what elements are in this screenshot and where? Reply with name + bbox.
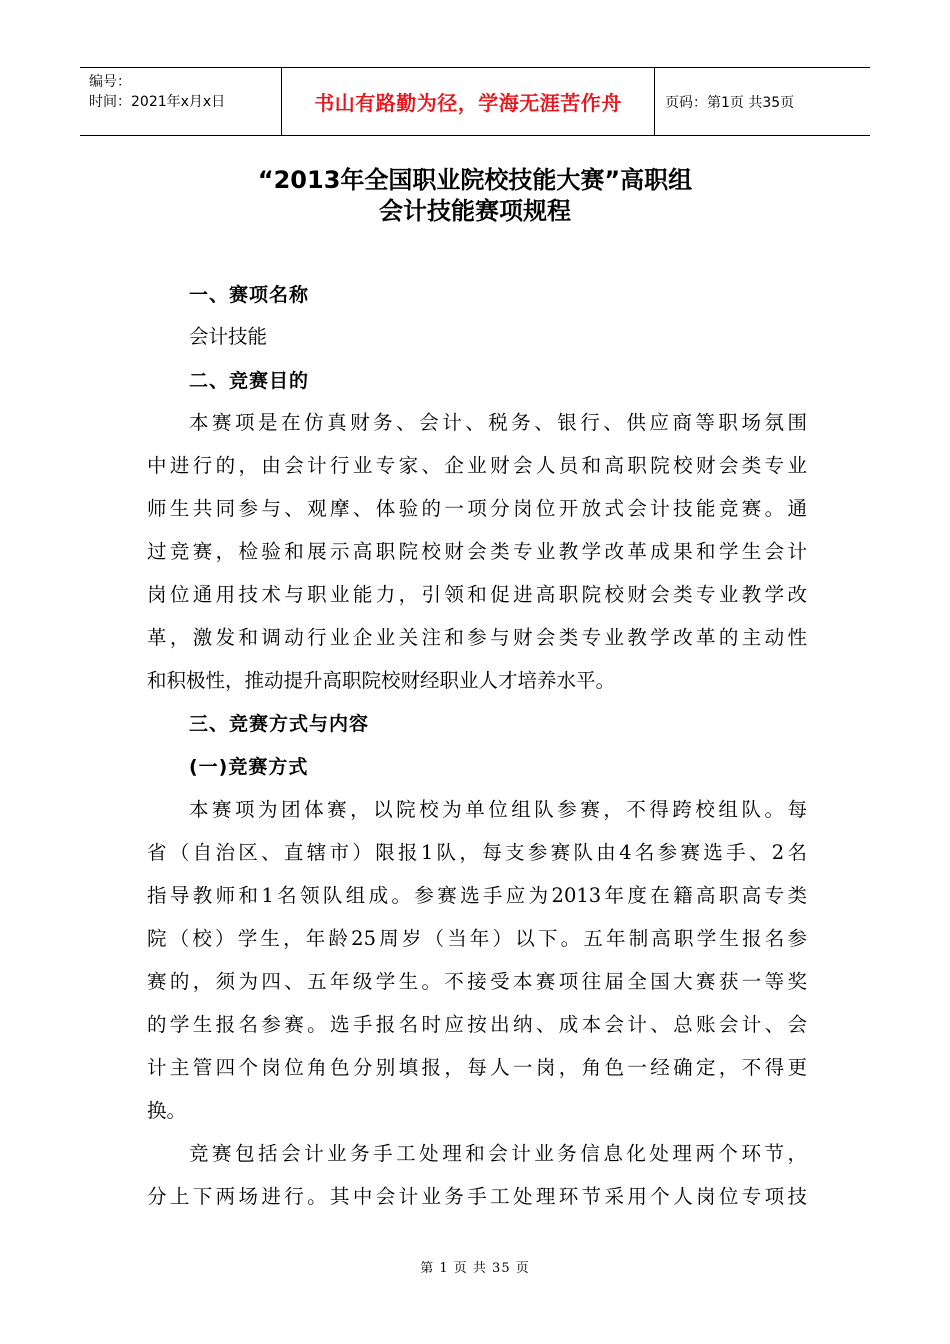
document-title-line1: “2013年全国职业院校技能大赛”高职组 <box>257 166 693 194</box>
page-footer: 第 1 页 共 35 页 <box>420 1261 530 1276</box>
paragraph-line: 指导教师和1名领队组成。参赛选手应为2013年度在籍高职高专类 <box>147 884 807 907</box>
paragraph-1: 会计技能 <box>189 325 268 348</box>
paragraph-line: 赛的，须为四、五年级学生。不接受本赛项往届全国大赛获一等奖 <box>147 970 807 993</box>
paragraph-line: 中进行的，由会计行业专家、企业财会人员和高职院校财会类专业 <box>147 454 807 477</box>
paragraph-line: 换。 <box>147 1099 187 1122</box>
paragraph-line: 本赛项为团体赛，以院校为单位组队参赛，不得跨校组队。每 <box>189 798 807 821</box>
time-label: 时间：2021年x月x日 <box>89 94 226 110</box>
paragraph-line: 师生共同参与、观摩、体验的一项分岗位开放式会计技能竞赛。通 <box>147 497 807 520</box>
paragraph-line: 计主管四个岗位角色分别填报，每人一岗，角色一经确定，不得更 <box>147 1056 807 1079</box>
paragraph-line: 分上下两场进行。其中会计业务手工处理环节采用个人岗位专项技 <box>147 1185 807 1208</box>
subsection-heading: (一)竞赛方式 <box>189 756 309 778</box>
document-title-line2: 会计技能赛项规程 <box>379 197 571 225</box>
paragraph-line: 过竞赛，检验和展示高职院校财会类专业教学改革成果和学生会计 <box>147 540 807 563</box>
paragraph-line: 革，激发和调动行业企业关注和参与财会类专业教学改革的主动性 <box>147 626 807 649</box>
section-heading-2: 二、竞赛目的 <box>189 370 310 392</box>
header-meta <box>80 68 282 135</box>
paragraph-line: 省（自治区、直辖市）限报1队，每支参赛队由4名参赛选手、2名 <box>147 841 807 864</box>
paragraph-line: 的学生报名参赛。选手报名时应按出纳、成本会计、总账会计、会 <box>147 1013 807 1036</box>
paragraph-line: 岗位通用技术与职业能力，引领和促进高职院校财会类专业教学改 <box>147 583 807 606</box>
number-label: 编号： <box>89 74 131 90</box>
document-header <box>80 67 870 136</box>
paragraph-line: 院（校）学生，年龄25周岁（当年）以下。五年制高职学生报名参 <box>147 927 807 950</box>
section-heading-3: 三、竞赛方式与内容 <box>189 713 370 735</box>
paragraph-line: 本赛项是在仿真财务、会计、税务、银行、供应商等职场氛围 <box>189 411 807 434</box>
header-page-info: 页码：第1页 共35页 <box>665 94 795 111</box>
paragraph-line: 和积极性，推动提升高职院校财经职业人才培养水平。 <box>147 669 616 692</box>
paragraph-line: 竞赛包括会计业务手工处理和会计业务信息化处理两个环节， <box>189 1142 807 1165</box>
section-heading-1: 一、赛项名称 <box>189 284 310 306</box>
header-motto: 书山有路勤为径，学海无涯苦作舟 <box>282 68 655 135</box>
